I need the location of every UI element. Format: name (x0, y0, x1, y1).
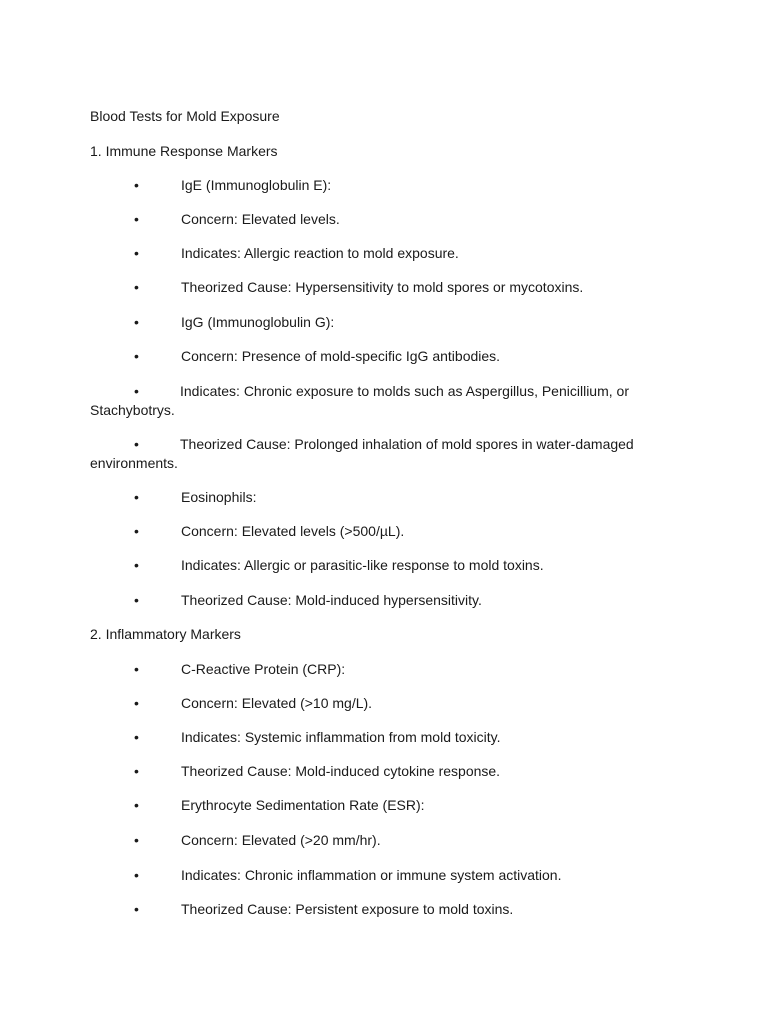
section-heading-inflammatory: 2. Inflammatory Markers (90, 626, 241, 642)
bullet-icon: • (134, 661, 139, 677)
list-item-text: Concern: Elevated levels (>500/µL). (181, 523, 405, 539)
list-item-text: Concern: Elevated levels. (181, 211, 340, 227)
bullet-icon: • (134, 348, 139, 364)
list-item-text: IgG (Immunoglobulin G): (181, 314, 335, 330)
list-item (90, 435, 650, 472)
list-item-text: Indicates: Allergic or parasitic-like response to mold toxins. (181, 557, 544, 573)
bullet-icon: • (134, 901, 139, 917)
bullet-icon: • (134, 523, 139, 539)
list-item (90, 382, 650, 419)
list-item-text: Theorized Cause: Prolonged inhalation of mold spores in water-damaged environments. (90, 436, 634, 471)
bullet-icon: • (134, 695, 139, 711)
bullet-icon: • (134, 592, 139, 608)
bullet-icon: • (134, 245, 139, 261)
list-item-text: Theorized Cause: Mold-induced cytokine response. (181, 763, 501, 779)
bullet-icon: • (134, 279, 139, 295)
bullet-icon: • (134, 211, 139, 227)
bullet-icon: • (134, 797, 139, 813)
list-item-text: IgE (Immunoglobulin E): (181, 177, 332, 193)
list-item-text: Erythrocyte Sedimentation Rate (ESR): (181, 797, 425, 813)
list-item-text: C-Reactive Protein (CRP): (181, 661, 346, 677)
bullet-icon: • (134, 314, 139, 330)
document-title: Blood Tests for Mold Exposure (90, 108, 280, 124)
list-item-text: Theorized Cause: Mold-induced hypersensitivity. (181, 592, 482, 608)
list-item-text: Eosinophils: (181, 489, 257, 505)
bullet-icon: • (134, 832, 139, 848)
list-item-text: Indicates: Systemic inflammation from mold toxicity. (181, 729, 501, 745)
list-item-text: Concern: Elevated (>10 mg/L). (181, 695, 373, 711)
bullet-icon: • (134, 383, 139, 399)
list-item-text: Concern: Elevated (>20 mm/hr). (181, 832, 381, 848)
bullet-icon: • (134, 729, 139, 745)
bullet-icon: • (134, 557, 139, 573)
bullet-icon: • (134, 177, 139, 193)
list-item-text: Concern: Presence of mold-specific IgG antibodies. (181, 348, 501, 364)
list-item-text: Indicates: Chronic exposure to molds such as Aspergillus, Penicillium, or Stachybotrys. (90, 383, 629, 418)
list-item-text: Indicates: Allergic reaction to mold exposure. (181, 245, 459, 261)
bullet-icon: • (134, 763, 139, 779)
bullet-icon: • (134, 436, 139, 452)
bullet-icon: • (134, 867, 139, 883)
list-item-text: Theorized Cause: Hypersensitivity to mold spores or mycotoxins. (181, 279, 584, 295)
list-item-text: Indicates: Chronic inflammation or immune system activation. (181, 867, 562, 883)
section-heading-immune: 1. Immune Response Markers (90, 143, 278, 159)
bullet-icon: • (134, 489, 139, 505)
list-item-text: Theorized Cause: Persistent exposure to mold toxins. (181, 901, 514, 917)
